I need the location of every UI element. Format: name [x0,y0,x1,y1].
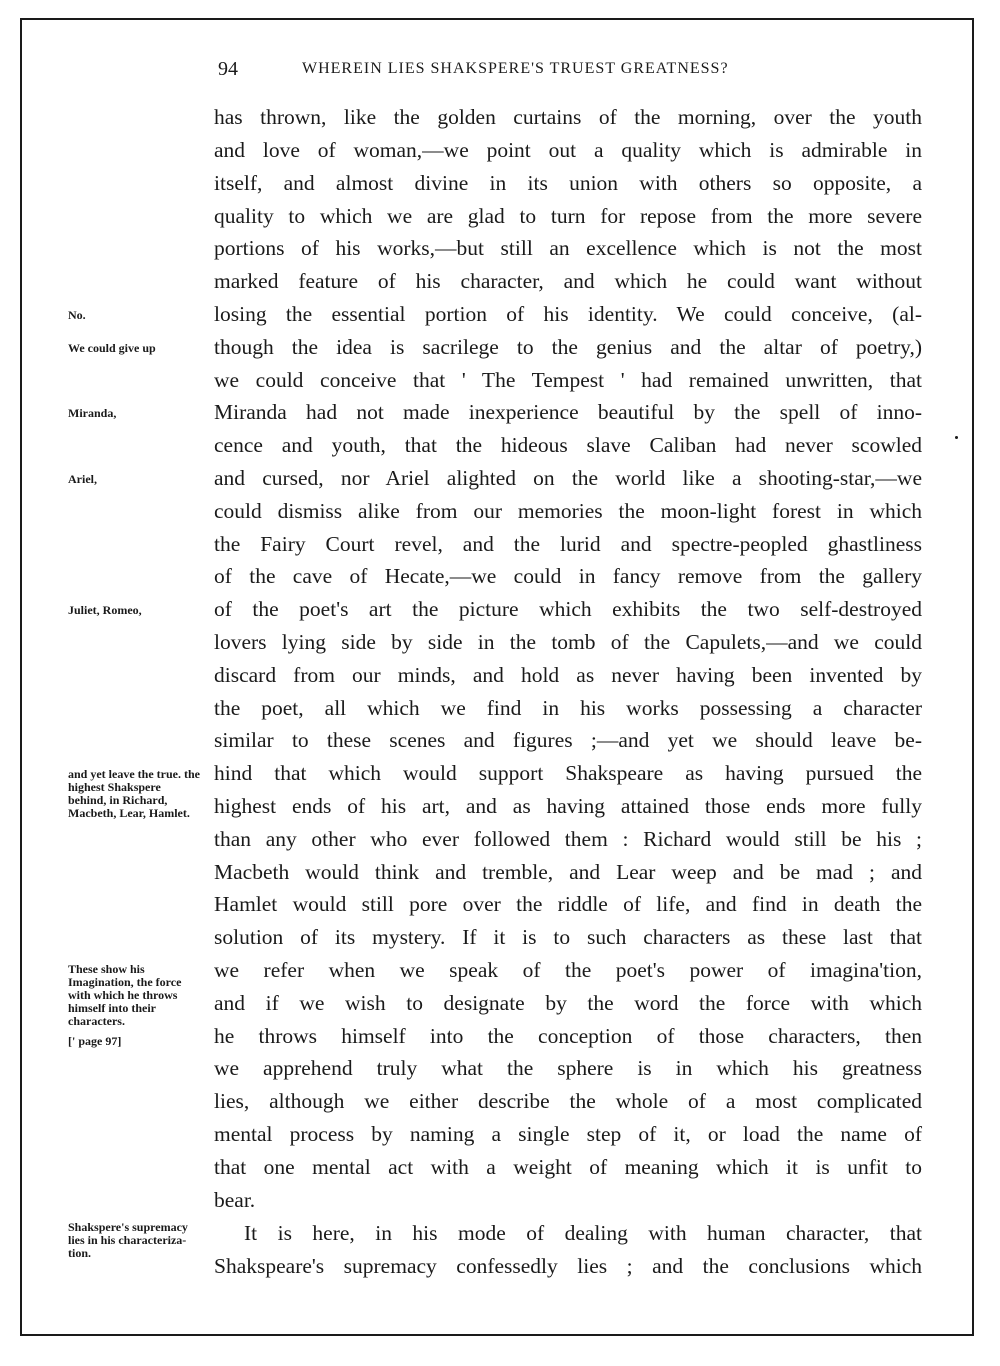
body-line: discard from our minds, and hold as never having been invented by [214,663,922,687]
body-line: the Fairy Court revel, and the lurid and spectre-peopled ghastliness [214,532,922,556]
body-line: solution of its mystery. If it is to such characters as these last that [214,925,922,949]
margin-note: and yet leave the true. the highest Shakspere behind, in Richard, Macbeth, Lear, Hamlet. [68,767,200,820]
body-line: portions of his works,—but still an excellence which is not the most [214,236,922,260]
body-line: mental process by naming a single step of it, or load the name of [214,1122,922,1146]
body-line: though the idea is sacrilege to the genius and the altar of poetry,) [214,335,922,359]
body-line: itself, and almost divine in its union with others so opposite, a [214,171,922,195]
body-line: Hamlet would still pore over the riddle of life, and find in death the [214,892,922,916]
margin-note: Juliet, Romeo, [68,603,142,617]
body-line: quality to which we are glad to turn for repose from the more severe [214,204,922,228]
body-line: marked feature of his character, and which he could want without [214,269,922,293]
page-number: 94 [218,58,238,80]
margin-note: Ariel, [68,472,97,486]
body-line: highest ends of his art, and as having attained those ends more fully [214,794,922,818]
body-line: Macbeth would think and tremble, and Lear weep and be mad ; and [214,860,922,884]
margin-note: [' page 97] [68,1034,122,1048]
body-line: of the poet's art the picture which exhibits the two self-destroyed [214,597,922,621]
body-line: bear. [214,1188,256,1212]
body-line: losing the essential portion of his identity. We could conceive, (al- [214,302,922,326]
body-line: we refer when we speak of the poet's power of imagina'tion, [214,958,922,982]
body-line: has thrown, like the golden curtains of the morning, over the youth [214,105,922,129]
body-line: It is here, in his mode of dealing with human character, that [244,1221,922,1245]
body-line: and if we wish to designate by the word the force with which [214,991,922,1015]
margin-note: These show his Imagination, the force with which he throws himself into their characters. [68,962,182,1028]
body-line: similar to these scenes and figures ;—and yet we should leave be- [214,728,922,752]
body-line: that one mental act with a weight of meaning which it is unfit to [214,1155,922,1179]
body-line: and cursed, nor Ariel alighted on the world like a shooting-star,—we [214,466,922,490]
body-line: Shakspeare's supremacy confessedly lies ; and the conclusions which [214,1254,922,1278]
margin-note: We could give up [68,341,156,355]
page-header [0,58,1000,88]
body-line: could dismiss alike from our memories the moon-light forest in which [214,499,922,523]
body-line: he throws himself into the conception of those characters, then [214,1024,922,1048]
body-line: hind that which would support Shakspeare as having pursued the [214,761,922,785]
body-line: and love of woman,—we point out a quality which is admirable in [214,138,922,162]
body-line: we could conceive that ' The Tempest ' had remained unwritten, that [214,368,922,392]
body-line: we apprehend truly what the sphere is in which his greatness [214,1056,922,1080]
body-line: Miranda had not made inexperience beautiful by the spell of inno- [214,400,922,424]
stray-mark [955,436,958,439]
body-line: cence and youth, that the hideous slave Caliban had never scowled [214,433,922,457]
margin-note: No. [68,308,86,322]
body-line: lies, although we either describe the whole of a most complicated [214,1089,922,1113]
body-line: the poet, all which we find in his works possessing a character [214,696,922,720]
margin-note: Shakspere's supremacy lies in his characteriza-tion. [68,1220,188,1260]
body-line: lovers lying side by side in the tomb of the Capulets,—and we could [214,630,922,654]
body-line: of the cave of Hecate,—we could in fancy remove from the gallery [214,564,922,588]
margin-note: Miranda, [68,406,117,420]
running-head: WHEREIN LIES SHAKSPERE'S TRUEST GREATNESS? [302,60,729,77]
body-line: than any other who ever followed them : Richard would still be his ; [214,827,922,851]
